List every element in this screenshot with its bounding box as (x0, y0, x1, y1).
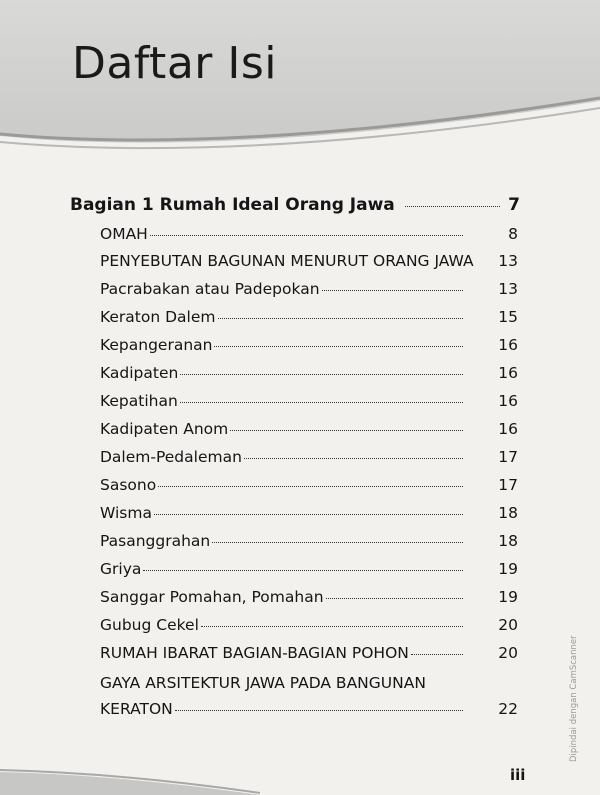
toc-entry-label: OMAH (100, 225, 148, 243)
toc-part-page: 7 (508, 195, 520, 215)
toc-entry-label: Pasanggrahan (100, 532, 211, 550)
dot-leader (150, 235, 463, 236)
dot-leader (244, 458, 463, 459)
page-title: Daftar Isi (72, 38, 277, 89)
toc-entry-page: 19 (498, 588, 518, 606)
toc-entry-label: Kepangeranan (100, 336, 213, 354)
toc-entry-label: Pacrabakan atau Padepokan (100, 280, 320, 298)
toc-entry (100, 420, 518, 444)
toc-entry (100, 532, 518, 556)
toc-entry-page: 16 (498, 420, 518, 438)
toc-entry-label-line1: GAYA ARSITEKTUR JAWA PADA BANGUNAN (100, 674, 426, 692)
dot-leader (158, 486, 463, 487)
toc-entry (100, 476, 518, 500)
dot-leader (212, 542, 463, 543)
dot-leader (143, 570, 463, 571)
toc-entry-label: Dalem-Pedaleman (100, 448, 242, 466)
footer-swoosh-decoration (0, 760, 260, 795)
dot-leader (180, 402, 463, 403)
toc-part-label: Bagian 1 Rumah Ideal Orang Jawa (70, 195, 395, 215)
toc-entry-page: 18 (498, 504, 518, 522)
toc-entry-page: 8 (508, 225, 518, 243)
dot-leader (326, 598, 463, 599)
toc-entry-label: Sasono (100, 476, 157, 494)
toc-entry-label: KERATON (100, 700, 173, 718)
toc-entry-page: 20 (498, 616, 518, 634)
dot-leader (411, 654, 463, 655)
toc-entry-page: 19 (498, 560, 518, 578)
toc-entry (100, 336, 518, 360)
toc-entry-label: Sanggar Pomahan, Pomahan (100, 588, 324, 606)
toc-entry-page: 17 (498, 448, 518, 466)
toc-entry-page: 16 (498, 392, 518, 410)
toc-entry (100, 588, 518, 612)
toc-entry (100, 644, 518, 668)
dot-leader (201, 626, 463, 627)
toc-entry (100, 308, 518, 332)
dot-leader (218, 318, 464, 319)
toc-entry-label: Kepatihan (100, 392, 178, 410)
dot-leader (405, 206, 500, 207)
toc-entry (100, 616, 518, 640)
toc-entry-page: 13 (498, 252, 518, 270)
toc-entry (100, 364, 518, 388)
dot-leader (230, 430, 463, 431)
toc-entry-label: RUMAH IBARAT BAGIAN-BAGIAN POHON (100, 644, 409, 662)
dot-leader (214, 346, 463, 347)
toc-entry (100, 504, 518, 528)
toc-entry-page: 22 (498, 700, 518, 718)
toc-entry (100, 448, 518, 472)
dot-leader (175, 710, 463, 711)
toc-entry-label: Kadipaten Anom (100, 420, 229, 438)
page-number: iii (510, 766, 526, 784)
toc-entry-page: 13 (498, 280, 518, 298)
toc-entry-page: 20 (498, 644, 518, 662)
toc-part-heading (70, 195, 520, 219)
toc-entry (100, 252, 518, 276)
toc-entry-label: PENYEBUTAN BAGUNAN MENURUT ORANG JAWA (100, 252, 474, 270)
dot-leader (322, 290, 463, 291)
toc-entry-label: Gubug Cekel (100, 616, 199, 634)
toc-entry-page: 18 (498, 532, 518, 550)
toc-entry-page: 16 (498, 364, 518, 382)
toc-entry (100, 280, 518, 304)
scanner-watermark: Dipindai dengan CamScanner (569, 635, 579, 762)
header-swoosh-decoration (0, 96, 600, 166)
toc-entry (100, 225, 518, 249)
toc-entry-label: Kadipaten (100, 364, 179, 382)
toc-entry (100, 392, 518, 416)
dot-leader (154, 514, 463, 515)
dot-leader (180, 374, 463, 375)
toc-entry-page: 17 (498, 476, 518, 494)
toc-entry-label: Wisma (100, 504, 152, 522)
toc-entry-page: 15 (498, 308, 518, 326)
toc-entry (100, 700, 518, 724)
toc-entry-label: Griya (100, 560, 142, 578)
toc-entry (100, 560, 518, 584)
toc-entry-page: 16 (498, 336, 518, 354)
toc-entry-label: Keraton Dalem (100, 308, 216, 326)
